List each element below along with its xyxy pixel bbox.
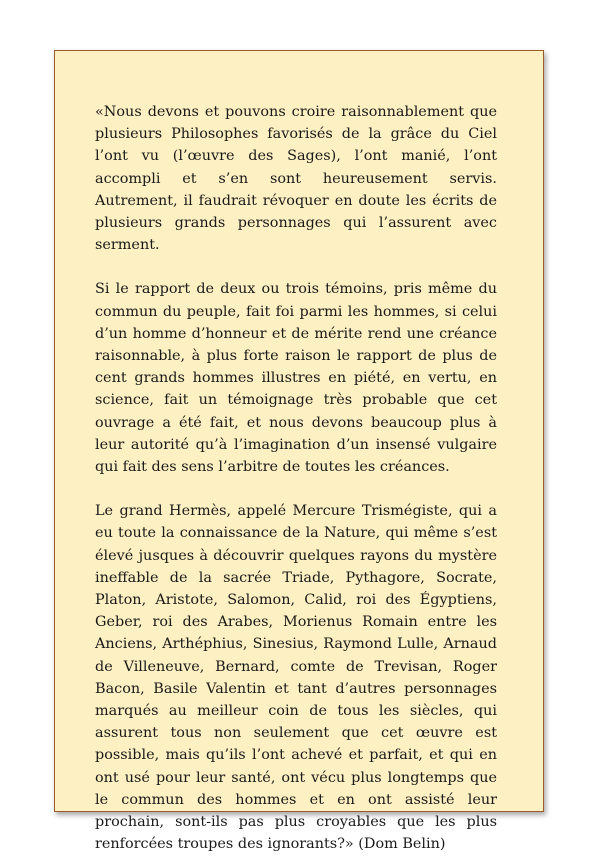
paragraph-2: Si le rapport de deux ou trois témoins, pris même du commun du peuple, fait foi parmi les hommes, si celui d’un homme d’honneur et de mérite rend une créance raisonnable, à plus forte raison le rapport de plus de cent grands hommes illustres en piété, en vertu, en science, fait un témoignage très probable que cet ouvrage a été fait, et nous devons beaucoup plus à leur autorité qu’à l’imagination d’un insensé vulgaire qui fait des sens l’arbitre de toutes les créances. <box>95 281 497 476</box>
paragraph-1: «Nous devons et pouvons croire raisonnablement que plusieurs Philosophes favorisés de la grâce du Ciel l’ont vu (l’œuvre des Sages), l’ont manié, l’ont accompli et s’en sont heureusement servis. Autrement, il faudrait révoquer en doute les écrits de plusieurs grands personnages qui l’assurent avec serment. <box>95 104 497 254</box>
quote-text <box>95 101 497 856</box>
paragraph-3: Le grand Hermès, appelé Mercure Trismégiste, qui a eu toute la connaissance de la Nature, qui même s’est élevé jusques à découvrir quelques rayons du mystère ineffable de la sacrée Triade, Pythagore, Socrate, Platon, Aristote, Salomon, Calid, roi des Égyptiens, Geber, roi des Arabes, Morienus Romain entre les Anciens, Arthéphius, Sinesius, Raymond Lulle, Arnaud de Villeneuve, Bernard, comte de Trevisan, Roger Bacon, Basile Valentin et tant d’autres personnages marqués au meilleur coin de tous les siècles, qui assurent tous non seulement que cet œuvre est possible, mais qu’ils l’ont achevé et parfait, et qui en ont usé pour leur santé, ont vécu plus longtemps que le commun des hommes et en ont assisté leur prochain, sont-ils pas plus croyables que les plus renforcées troupes des ignorants?» (Dom Belin) <box>95 503 497 853</box>
